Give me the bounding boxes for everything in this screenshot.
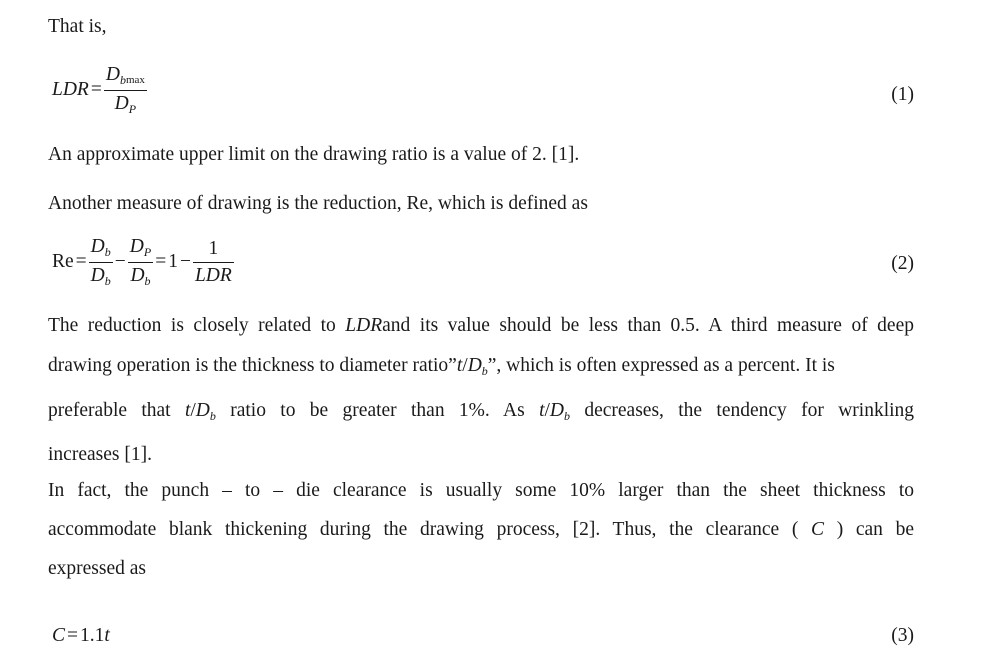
eq2-f2-numerator: [128, 236, 153, 263]
eq1-den-sub: P: [128, 102, 137, 116]
eq2-equals: =: [75, 250, 87, 272]
paragraph-that-is: That is,: [48, 16, 107, 37]
paragraph-reduction-line-1: [48, 315, 914, 337]
eq2-f1-denominator: [89, 263, 113, 289]
eq3-equals: =: [67, 625, 79, 646]
paragraph-reduction-line-3: [48, 400, 914, 424]
paragraph-reduction-line-2: [48, 355, 835, 379]
eq2-lhs: Re: [52, 250, 74, 272]
inline-t-over-db-2: [185, 400, 216, 421]
eq1-num-sub: b: [119, 73, 126, 87]
eq2-f1-numerator: [89, 236, 113, 263]
eq1-den-symbol: D: [114, 93, 129, 114]
inline-sub-b-3: b: [564, 409, 570, 423]
inline-t-2: t: [184, 400, 191, 421]
eq2-minus: −: [114, 250, 126, 272]
eq2-equals-2: =: [155, 250, 167, 272]
equation-1-number: (1): [891, 84, 914, 105]
eq2-minus-2: −: [179, 250, 191, 272]
inline-D-2: D: [195, 400, 210, 421]
reduction-l3-text: preferable that: [48, 400, 171, 421]
clearance-l2-text-end: ) can be: [836, 519, 914, 540]
equation-2-number: (2): [891, 253, 914, 274]
eq2-fraction-3: [193, 238, 234, 287]
clearance-l2-text: accommodate blank thickening during the drawing process, [2]. Thus, the clearance (: [48, 519, 799, 540]
reduction-l1-text-end: and its value should be less than 0.5. A third measure of deep: [382, 315, 914, 336]
equation-3: [52, 625, 110, 647]
eq2-f1-den-symbol: D: [90, 265, 105, 286]
eq1-num-symbol: D: [105, 64, 120, 85]
inline-slash: /: [462, 355, 468, 376]
eq3-lhs: C: [52, 625, 66, 646]
another-measure-text: Another measure of drawing is the reduction,: [48, 193, 402, 214]
equation-3-number: (3): [891, 625, 914, 646]
eq2-f1-num-sub: b: [104, 245, 111, 259]
another-measure-text-end: , which is defined as: [428, 193, 588, 214]
eq2-f3-denominator: LDR: [194, 265, 232, 286]
paragraph-clearance-line-3: expressed as: [48, 558, 147, 579]
eq2-f2-num-symbol: D: [129, 236, 144, 257]
eq3-symbol: t: [104, 625, 110, 646]
eq2-f1-num-symbol: D: [90, 236, 105, 257]
reduction-l3-text-mid: ratio to be greater than 1%. As: [230, 400, 525, 421]
paragraph-reduction-line-4: increases [1].: [48, 444, 152, 465]
inline-slash-2: /: [190, 400, 196, 421]
clearance-symbol: C: [811, 519, 825, 540]
reduction-symbol: Re: [406, 193, 429, 214]
eq2-f2-den-symbol: D: [130, 265, 145, 286]
eq2-f1-den-sub: b: [104, 274, 111, 288]
eq2-f2-denominator: [128, 263, 153, 289]
reduction-l3-text-end: decreases, the tendency for wrinkling: [584, 400, 915, 421]
paragraph-another-measure: [48, 193, 588, 215]
inline-slash-3: /: [544, 400, 550, 421]
eq1-denominator: [104, 91, 147, 117]
inline-sub-b-2: b: [209, 409, 216, 423]
reduction-l2-text: drawing operation is the thickness to diameter ratio”: [48, 355, 457, 376]
inline-D: D: [467, 355, 482, 376]
paragraph-clearance-line-1: In fact, the punch – to – die clearance is usually some 10% larger than the sheet thickness to: [48, 480, 914, 501]
equation-1: [52, 64, 147, 117]
eq2-fraction-1: [89, 236, 113, 289]
eq1-numerator: [104, 64, 147, 91]
eq1-num-sub-max: max: [125, 74, 145, 86]
eq1-lhs: LDR: [52, 78, 89, 100]
eq2-f2-num-sub: P: [143, 245, 152, 259]
eq3-coefficient: 1.1: [80, 625, 105, 646]
reduction-l2-text-end: ”, which is often expressed as a percent. It is: [487, 355, 835, 376]
inline-D-3: D: [549, 400, 564, 421]
paragraph-upper-limit: An approximate upper limit on the drawing ratio is a value of 2. [1].: [48, 144, 580, 165]
inline-t-over-db-3: [539, 400, 570, 421]
paragraph-clearance-line-2: [48, 519, 914, 541]
eq2-one: 1: [168, 250, 178, 272]
ldr-symbol: LDR: [345, 315, 383, 336]
eq2-f2-den-sub: b: [144, 274, 151, 288]
equation-2: [52, 236, 234, 289]
eq2-fraction-2: [128, 236, 153, 289]
reduction-l1-text: The reduction is closely related to: [48, 315, 336, 336]
inline-sub-b: b: [481, 364, 488, 378]
eq2-f3-numerator: 1: [193, 238, 234, 263]
inline-t-over-db: [457, 355, 488, 376]
inline-t-3: t: [539, 400, 545, 421]
eq1-fraction: [104, 64, 147, 117]
inline-t: t: [456, 355, 463, 376]
eq1-equals: =: [90, 78, 102, 100]
